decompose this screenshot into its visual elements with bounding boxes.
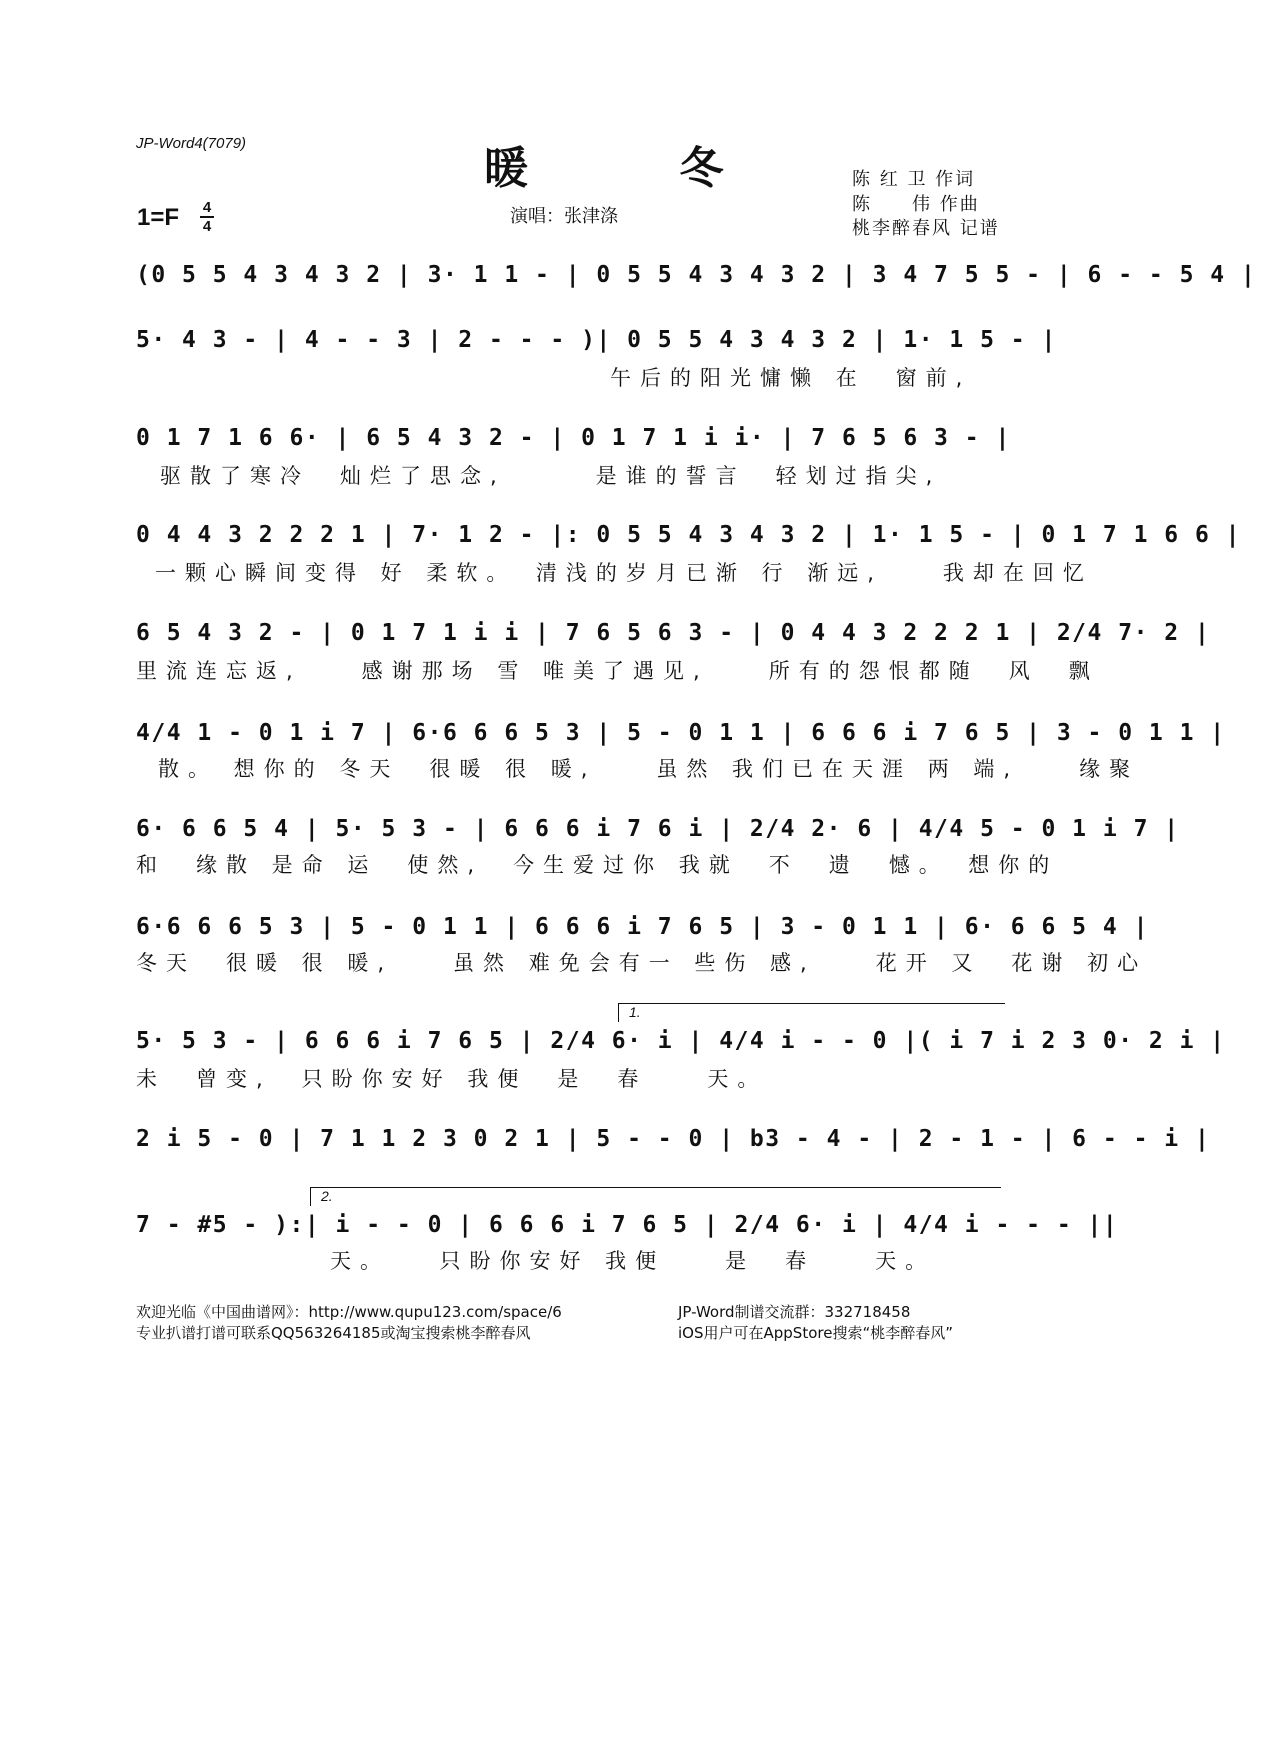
transcriber-credit: 桃李醉春风 记谱 xyxy=(852,218,1000,239)
lyrics-line-11: 天。 只盼你安好 我便 是 春 天。 xyxy=(330,1249,936,1273)
song-title: 暖 冬 xyxy=(484,143,792,194)
lyricist-credit: 陈 红 卫 作词 xyxy=(852,169,976,190)
lyrics-line-9: 未 曾变, 只盼你安好 我便 是 春 天。 xyxy=(136,1067,768,1091)
notation-line-7: 6· 6 6 5 4 | 5· 5 3 - | 6 6 6 i 7 6 i | 2/4 2· 6 | 4/4 5 - 0 1 i 7 | xyxy=(136,816,1180,842)
key-signature: 1=F xyxy=(137,204,180,231)
software-label: JP-Word4(7079) xyxy=(136,135,247,152)
notation-line-3: 0 1 7 1 6 6· | 6 5 4 3 2 - | 0 1 7 1 i i· | 7 6 5 6 3 - | xyxy=(136,425,1011,451)
footer-appstore: iOS用户可在AppStore搜索“桃李醉春风” xyxy=(678,1324,953,1342)
lyrics-line-4: 一颗心瞬间变得 好 柔软。 清浅的岁月已渐 行 渐远, 我却在回忆 xyxy=(155,561,1093,585)
lyrics-line-2: 午后的阳光慵懒 在 窗前, xyxy=(610,366,972,390)
notation-line-1: (0 5 5 4 3 4 3 2 | 3· 1 1 - | 0 5 5 4 3 4 3 2 | 3 4 7 5 5 - | 6 - - 5 4 | xyxy=(136,262,1257,288)
lyrics-line-6: 散。 想你的 冬天 很暖 很 暖, 虽然 我们已在天涯 两 端, 缘聚 xyxy=(158,757,1140,781)
notation-line-10: 2 i 5 - 0 | 7 1 1 2 3 0 2 1 | 5 - - 0 | b3 - 4 - | 2 - 1 - | 6 - - i | xyxy=(136,1126,1211,1152)
composer-credit: 陈 伟 作曲 xyxy=(852,194,980,215)
notation-line-6: 4/4 1 - 0 1 i 7 | 6·6 6 6 5 3 | 5 - 0 1 1 | 6 6 6 i 7 6 5 | 3 - 0 1 1 | xyxy=(136,720,1226,746)
time-signature xyxy=(200,200,214,234)
footer-website: 欢迎光临《中国曲谱网》：http://www.qupu123.com/space/6 xyxy=(136,1303,562,1321)
lyrics-line-7: 和 缘散 是命 运 使然, 今生爱过你 我就 不 遗 憾。 想你的 xyxy=(136,853,1059,877)
notation-line-8: 6·6 6 6 5 3 | 5 - 0 1 1 | 6 6 6 i 7 6 5 | 3 - 0 1 1 | 6· 6 6 5 4 | xyxy=(136,914,1149,940)
lyrics-line-8: 冬天 很暖 很 暖, 虽然 难免会有一 些伤 感, 花开 又 花谢 初心 xyxy=(136,951,1148,975)
time-signature-top: 4 xyxy=(202,199,212,216)
lyrics-line-5: 里流连忘返, 感谢那场 雪 唯美了遇见, 所有的怨恨都随 风 飘 xyxy=(136,659,1099,683)
notation-line-4: 0 4 4 3 2 2 2 1 | 7· 1 2 - |: 0 5 5 4 3 4 3 2 | 1· 1 5 - | 0 1 7 1 6 6 | xyxy=(136,522,1241,548)
notation-line-9: 5· 5 3 - | 6 6 6 i 7 6 5 | 2/4 6· i | 4/4 i - - 0 |( i 7 i 2 3 0· 2 i | xyxy=(136,1028,1226,1054)
time-signature-bottom: 4 xyxy=(202,218,212,235)
notation-line-2: 5· 4 3 - | 4 - - 3 | 2 - - - )| 0 5 5 4 3 4 3 2 | 1· 1 5 - | xyxy=(136,327,1057,353)
volta-second-ending: 2. xyxy=(310,1187,1001,1206)
notation-line-5: 6 5 4 3 2 - | 0 1 7 1 i i | 7 6 5 6 3 - | 0 4 4 3 2 2 2 1 | 2/4 7· 2 | xyxy=(136,620,1211,646)
notation-line-11: 7 - #5 - ):| i - - 0 | 6 6 6 i 7 6 5 | 2/4 6· i | 4/4 i - - - || xyxy=(136,1212,1119,1238)
singer: 演唱：张津涤 xyxy=(510,206,618,227)
lyrics-line-3: 驱散了寒冷 灿烂了思念, 是谁的誓言 轻划过指尖, xyxy=(160,464,942,488)
footer-contact: 专业扒谱打谱可联系QQ563264185或淘宝搜索桃李醉春风 xyxy=(136,1324,531,1342)
volta-first-ending: 1. xyxy=(618,1003,1005,1022)
footer-group: JP-Word制谱交流群：332718458 xyxy=(678,1303,911,1321)
